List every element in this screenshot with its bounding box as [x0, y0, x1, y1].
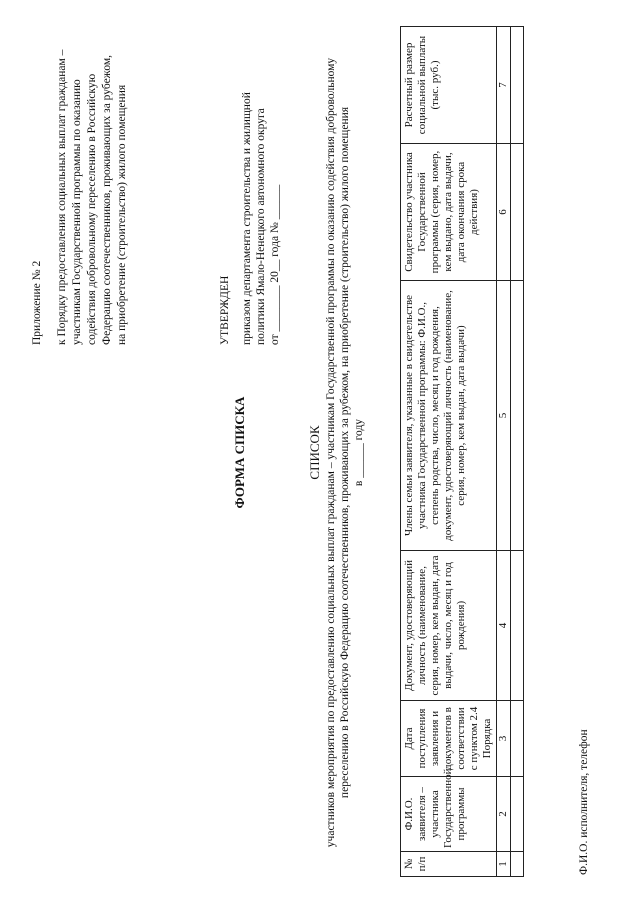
header-cell-payment: Расчетный размер социальной выплаты (тыс. руб.): [401, 27, 497, 144]
approval-block: [218, 45, 282, 345]
header-cell-family: Члены семьи заявителя, указанные в свидетельстве участника Государственной программы: Ф.И.О., степень родства, число, месяц и год рождения, документ, удостоверяющий личность (наименование, серия, номер, кем выдан, дата выдачи): [401, 281, 497, 551]
empty-cell: [511, 701, 524, 777]
number-cell: 3: [497, 701, 511, 777]
number-cell: 5: [497, 281, 511, 551]
executor-footer: Ф.И.О. исполнителя, телефон: [578, 729, 590, 875]
appendix-title: Приложение № 2: [31, 260, 43, 345]
header-cell-number: № п/п: [401, 852, 497, 877]
header-cell-certificate: Свидетельство участника Государственной программы (серия, номер, кем выдано, дата выдачи, дата окончания срока действия): [401, 144, 497, 281]
number-cell: 1: [497, 852, 511, 877]
form-title: ФОРМА СПИСКА: [232, 396, 247, 509]
approval-title: УТВЕРЖДЕН: [219, 275, 231, 345]
empty-cell: [511, 551, 524, 701]
header-cell-applicant: Ф.И.О. заявителя – участника Государственной программы: [401, 777, 497, 852]
list-description: участников мероприятия по предоставлению социальных выплат гражданам – участникам Государственной программы по оказанию содействия добровольному переселению в Российскую Федерацию соотечественников, проживающих за рубежом, на приобретение (строительство) жилого помещения: [325, 57, 351, 848]
number-cell: 7: [497, 27, 511, 144]
number-cell: 4: [497, 551, 511, 701]
empty-cell: [511, 281, 524, 551]
header-cell-id-document: Документ, удостоверяющий личность (наименование, серия, номер, кем выдан, дата выдачи, число, месяц и год рождения): [401, 551, 497, 701]
list-year-line: в ______ году: [353, 418, 365, 487]
appendix-block: [30, 45, 130, 345]
table-empty-row: [511, 27, 524, 877]
participants-table: [400, 26, 524, 877]
empty-cell: [511, 852, 524, 877]
table-number-row: [497, 27, 511, 877]
appendix-text: к Порядку предоставления социальных выплат гражданам – участникам Государственной программы по оказанию содействия добровольному переселению в Российскую Федерацию соотечественников, проживающих за рубежом, на приобретение (строительство) жилого помещения: [56, 49, 128, 345]
empty-cell: [511, 27, 524, 144]
header-cell-date: Дата поступления заявления и документов в соответствии с пунктом 2.4 Порядка: [401, 701, 497, 777]
approval-date-line: от ________ 20__ года № ______: [269, 184, 281, 345]
table-header-row: [401, 27, 497, 877]
list-heading-block: [308, 40, 366, 865]
empty-cell: [511, 144, 524, 281]
approval-text: приказом департамента строительства и жилищной политики Ямало-Ненецкого автономного округа: [241, 92, 267, 345]
empty-cell: [511, 777, 524, 852]
number-cell: 6: [497, 144, 511, 281]
list-heading: СПИСОК: [307, 425, 322, 480]
number-cell: 2: [497, 777, 511, 852]
